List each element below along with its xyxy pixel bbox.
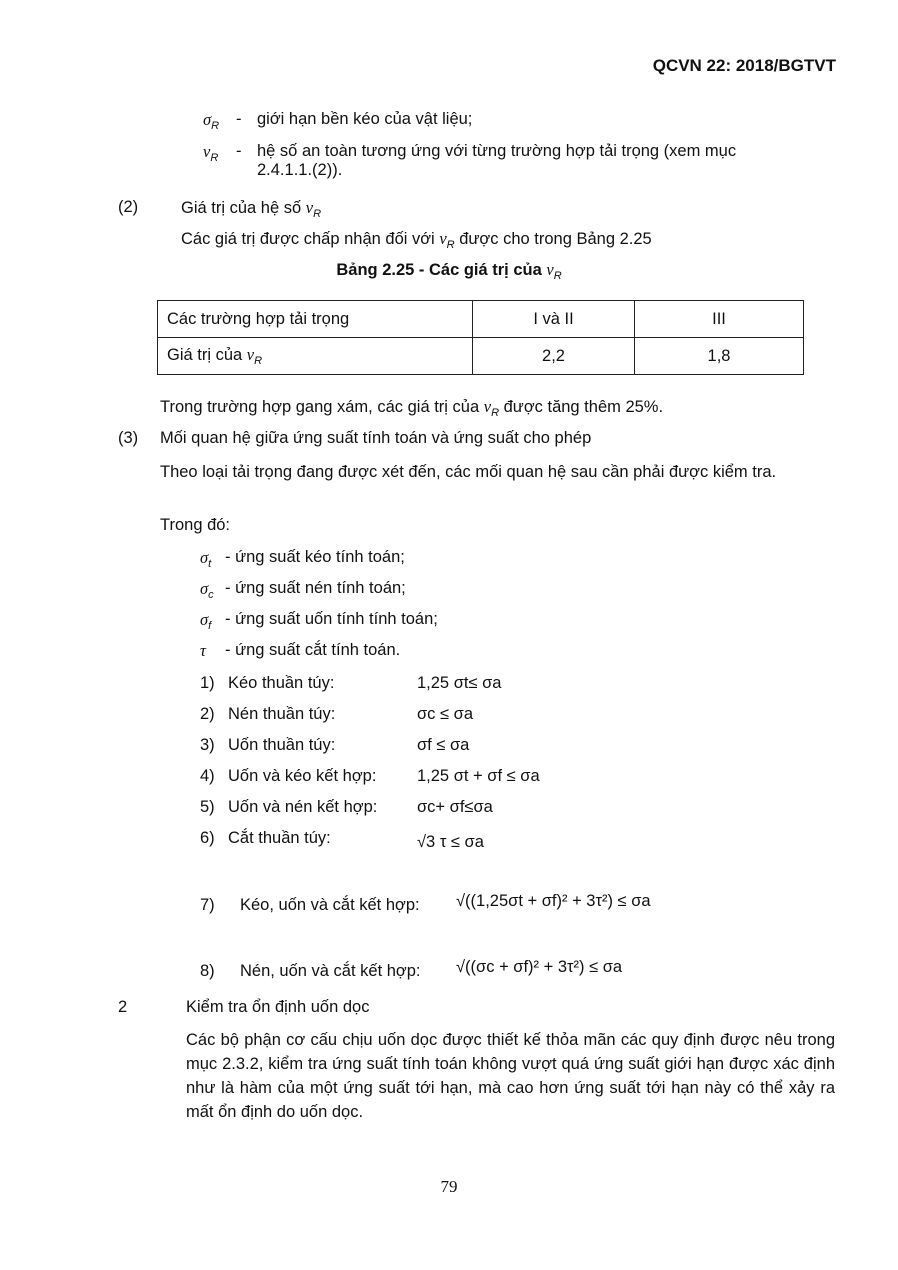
case-label: Cắt thuần túy:: [228, 829, 331, 847]
paragraph: Các bộ phận cơ cấu chịu uốn dọc được thiết kế thỏa mãn các quy định được nêu trong mục 2.3.2, kiểm tra ứng suất tính toán không vượt quá ứng suất giới hạn được xác định như là hàm của một ứng suất tới hạn, mà cao hơn ứng suất tới hạn này có thể xảy ra mất ổn định do uốn dọc.: [186, 1031, 835, 1121]
case-formula: √((1,25σt + σf)² + 3τ²) ≤ σa: [456, 892, 651, 910]
table-caption: Bảng 2.25 - Các giá trị của $\nu_R$: [336, 260, 562, 282]
symbol-def: $\sigma_f$: [200, 610, 212, 632]
definition-sigma-r: $\sigma_R$: [203, 110, 220, 132]
section-number: 2: [118, 998, 128, 1016]
symbol-def-text: - ứng suất uốn tính tính toán;: [225, 610, 438, 628]
case-formula: √3 τ ≤ σa: [417, 833, 484, 851]
case-number: 8): [200, 962, 215, 980]
table-row: [158, 338, 804, 375]
symbol-def: $\sigma_t$: [200, 548, 212, 570]
definition-text: giới hạn bền kéo của vật liệu;: [257, 110, 473, 128]
case-number: 2): [200, 705, 215, 723]
case-label: Kéo thuần túy:: [228, 674, 335, 692]
case-label: Nén, uốn và cắt kết hợp:: [240, 962, 421, 980]
case-formula: √((σc + σf)² + 3τ²) ≤ σa: [456, 958, 623, 976]
case-formula: σf ≤ σa: [417, 736, 470, 754]
symbol-def-text: - ứng suất kéo tính toán;: [225, 548, 405, 566]
case-formula: σc ≤ σa: [417, 705, 474, 723]
case-label: Kéo, uốn và cắt kết hợp:: [240, 896, 420, 914]
where-label: Trong đó:: [160, 516, 231, 534]
case-number: 4): [200, 767, 215, 785]
paragraph: Theo loại tải trọng đang được xét đến, các mối quan hệ sau cần phải được kiểm tra.: [160, 463, 777, 481]
case-label: Uốn và nén kết hợp:: [228, 798, 378, 816]
definition-text: hệ số an toàn tương ứng với từng trường hợp tải trọng (xem mục 2.4.1.1.(2)).: [257, 142, 737, 179]
table-cell: 1,8: [635, 338, 804, 375]
section-number: (2): [118, 198, 139, 216]
symbol-def-text: - ứng suất cắt tính toán.: [225, 641, 401, 659]
note-paragraph: Trong trường hợp gang xám, các giá trị của $\nu_R$ được tăng thêm 25%.: [160, 397, 664, 419]
table-cell: Giá trị của $\nu_R$: [158, 338, 473, 375]
symbol-def-text: - ứng suất nén tính toán;: [225, 579, 406, 597]
symbol-def: τ: [200, 641, 206, 660]
case-formula: 1,25 σt + σf ≤ σa: [417, 767, 540, 785]
document-code: QCVN 22: 2018/BGTVT: [652, 56, 836, 75]
section-heading: Mối quan hệ giữa ứng suất tính toán và ứng suất cho phép: [160, 429, 592, 447]
case-number: 7): [200, 896, 215, 914]
page-number: 79: [440, 1177, 458, 1196]
table-header-cell: I và II: [473, 301, 635, 338]
case-label: Uốn thuần túy:: [228, 736, 336, 754]
section-number: (3): [118, 429, 139, 447]
definition-dash: -: [236, 142, 242, 160]
case-number: 1): [200, 674, 215, 692]
table-header-cell: III: [635, 301, 804, 338]
definition-dash: -: [236, 110, 242, 128]
section-heading: Giá trị của hệ số $\nu_R$: [181, 198, 322, 220]
case-number: 5): [200, 798, 215, 816]
table-cell: 2,2: [473, 338, 635, 375]
case-formula: 1,25 σt≤ σa: [417, 674, 502, 692]
case-label: Uốn và kéo kết hợp:: [228, 767, 377, 785]
values-table: [157, 300, 804, 375]
case-label: Nén thuần túy:: [228, 705, 336, 723]
symbol-def: $\sigma_c$: [200, 579, 214, 601]
case-number: 6): [200, 829, 215, 847]
definition-nu-r: $\nu_R$: [203, 142, 219, 164]
section-heading: Kiểm tra ổn định uốn dọc: [186, 998, 370, 1016]
case-number: 3): [200, 736, 215, 754]
paragraph: Các giá trị được chấp nhận đối với $\nu_R$ được cho trong Bảng 2.25: [181, 229, 652, 251]
case-formula: σc+ σf≤σa: [417, 798, 493, 816]
table-row: [158, 301, 804, 338]
table-header-cell: Các trường hợp tải trọng: [158, 301, 473, 338]
